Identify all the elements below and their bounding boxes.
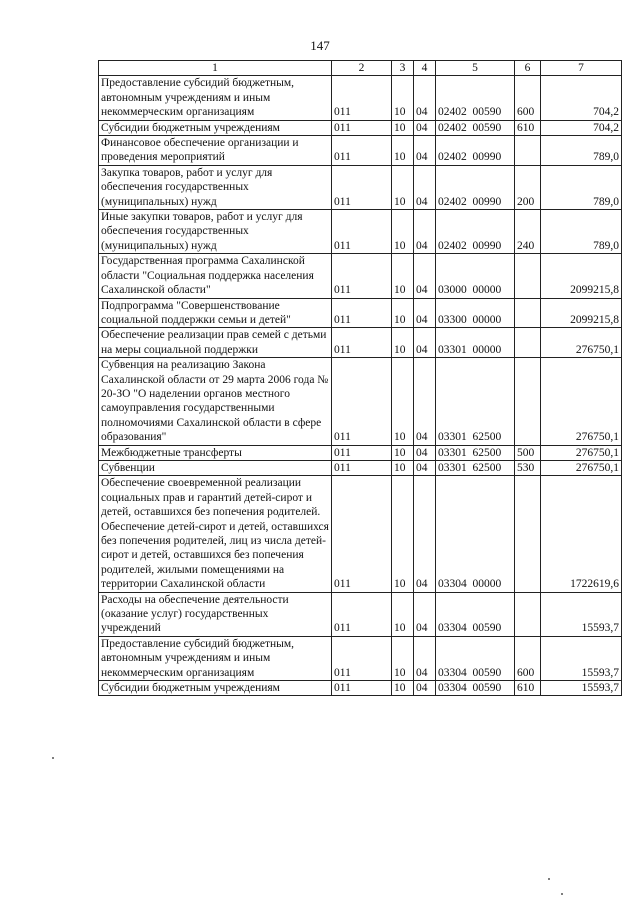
cell-target-article: 03301 00000: [436, 328, 515, 358]
cell-amount: 2099215,8: [541, 254, 622, 298]
cell-expense-type: 500: [515, 445, 541, 460]
cell-amount: 276750,1: [541, 445, 622, 460]
cell-name: Предоставление субсидий бюджетным, автономным учреждениям и иным некоммерческим организациям: [99, 76, 332, 120]
cell-ministry: 011: [332, 681, 392, 696]
cell-section: 10: [392, 210, 414, 254]
cell-name: Субсидии бюджетным учреждениям: [99, 681, 332, 696]
cell-ministry: 011: [332, 120, 392, 135]
cell-subsection: 04: [414, 445, 436, 460]
table-row: [99, 445, 622, 460]
scan-speck: [52, 757, 54, 759]
cell-amount: 15593,7: [541, 681, 622, 696]
cell-amount: 276750,1: [541, 328, 622, 358]
cell-target-article: 03301 62500: [436, 460, 515, 475]
cell-name: Субсидии бюджетным учреждениям: [99, 120, 332, 135]
cell-target-article: 02402 00990: [436, 165, 515, 209]
cell-ministry: 011: [332, 165, 392, 209]
cell-section: 10: [392, 136, 414, 166]
cell-section: 10: [392, 120, 414, 135]
table-row: [99, 165, 622, 209]
cell-name: Субвенции: [99, 460, 332, 475]
cell-subsection: 04: [414, 328, 436, 358]
header-col-7: 7: [541, 61, 622, 76]
cell-target-article: 03304 00590: [436, 681, 515, 696]
cell-amount: 2099215,8: [541, 298, 622, 328]
cell-subsection: 04: [414, 476, 436, 592]
cell-section: 10: [392, 460, 414, 475]
budget-table: [98, 60, 622, 696]
cell-subsection: 04: [414, 76, 436, 120]
cell-amount: 704,2: [541, 120, 622, 135]
cell-expense-type: [515, 298, 541, 328]
table-row: [99, 120, 622, 135]
table-row: [99, 298, 622, 328]
cell-section: 10: [392, 328, 414, 358]
cell-target-article: 02402 00990: [436, 210, 515, 254]
cell-subsection: 04: [414, 460, 436, 475]
cell-name: Обеспечение своевременной реализации социальных прав и гарантий детей-сирот и детей, оставшихся без попечения родителей. Обеспечение детей-сирот и детей, оставшихся без попечения родителей, лиц из числа детей-сирот и детей, оставшихся без попечения родителей, жилыми помещениями на территории Сахалинской области: [99, 476, 332, 592]
cell-subsection: 04: [414, 636, 436, 680]
cell-target-article: 03301 62500: [436, 358, 515, 445]
cell-subsection: 04: [414, 120, 436, 135]
table-row: [99, 460, 622, 475]
cell-ministry: 011: [332, 298, 392, 328]
table-row: [99, 76, 622, 120]
table-row: [99, 592, 622, 636]
cell-ministry: 011: [332, 476, 392, 592]
cell-expense-type: 610: [515, 120, 541, 135]
header-col-6: 6: [515, 61, 541, 76]
cell-subsection: 04: [414, 681, 436, 696]
header-col-5: 5: [436, 61, 515, 76]
table-row: [99, 358, 622, 445]
cell-target-article: 03304 00000: [436, 476, 515, 592]
cell-subsection: 04: [414, 298, 436, 328]
cell-ministry: 011: [332, 592, 392, 636]
cell-ministry: 011: [332, 136, 392, 166]
cell-expense-type: [515, 328, 541, 358]
cell-target-article: 03000 00000: [436, 254, 515, 298]
cell-target-article: 02402 00590: [436, 120, 515, 135]
cell-ministry: 011: [332, 445, 392, 460]
cell-name: Обеспечение реализации прав семей с детьми на меры социальной поддержки: [99, 328, 332, 358]
cell-expense-type: [515, 592, 541, 636]
table-row: [99, 636, 622, 680]
cell-name: Субвенция на реализацию Закона Сахалинской области от 29 марта 2006 года № 20-ЗО "О наделении органов местного самоуправления государственными полномочиями Сахалинской области в сфере образования": [99, 358, 332, 445]
cell-expense-type: [515, 358, 541, 445]
cell-ministry: 011: [332, 460, 392, 475]
scan-speck: [548, 878, 550, 880]
cell-section: 10: [392, 358, 414, 445]
header-col-3: 3: [392, 61, 414, 76]
header-col-4: 4: [414, 61, 436, 76]
cell-expense-type: 610: [515, 681, 541, 696]
cell-expense-type: 530: [515, 460, 541, 475]
cell-subsection: 04: [414, 254, 436, 298]
table-row: [99, 476, 622, 592]
cell-amount: 1722619,6: [541, 476, 622, 592]
cell-target-article: 03304 00590: [436, 592, 515, 636]
cell-expense-type: [515, 136, 541, 166]
cell-expense-type: 600: [515, 76, 541, 120]
cell-name: Расходы на обеспечение деятельности (оказание услуг) государственных учреждений: [99, 592, 332, 636]
cell-section: 10: [392, 476, 414, 592]
cell-subsection: 04: [414, 165, 436, 209]
cell-ministry: 011: [332, 210, 392, 254]
cell-amount: 789,0: [541, 165, 622, 209]
cell-amount: 789,0: [541, 136, 622, 166]
cell-amount: 276750,1: [541, 460, 622, 475]
cell-section: 10: [392, 636, 414, 680]
cell-target-article: 02402 00590: [436, 76, 515, 120]
scan-speck: [561, 893, 563, 895]
header-row: [99, 61, 622, 76]
cell-section: 10: [392, 165, 414, 209]
cell-ministry: 011: [332, 358, 392, 445]
table-body: [99, 76, 622, 696]
cell-name: Закупка товаров, работ и услуг для обеспечения государственных (муниципальных) нужд: [99, 165, 332, 209]
cell-expense-type: 240: [515, 210, 541, 254]
cell-ministry: 011: [332, 76, 392, 120]
cell-name: Предоставление субсидий бюджетным, автономным учреждениям и иным некоммерческим организациям: [99, 636, 332, 680]
cell-expense-type: [515, 254, 541, 298]
cell-target-article: 03300 00000: [436, 298, 515, 328]
cell-section: 10: [392, 681, 414, 696]
table-row: [99, 136, 622, 166]
cell-subsection: 04: [414, 358, 436, 445]
header-col-2: 2: [332, 61, 392, 76]
cell-expense-type: 600: [515, 636, 541, 680]
cell-amount: 15593,7: [541, 636, 622, 680]
cell-section: 10: [392, 76, 414, 120]
page-number: 147: [310, 38, 330, 53]
cell-name: Иные закупки товаров, работ и услуг для обеспечения государственных (муниципальных) нужд: [99, 210, 332, 254]
cell-ministry: 011: [332, 254, 392, 298]
table-row: [99, 254, 622, 298]
cell-ministry: 011: [332, 328, 392, 358]
cell-name: Государственная программа Сахалинской области "Социальная поддержка населения Сахалинской области": [99, 254, 332, 298]
cell-amount: 704,2: [541, 76, 622, 120]
table-row: [99, 210, 622, 254]
cell-amount: 15593,7: [541, 592, 622, 636]
cell-target-article: 03304 00590: [436, 636, 515, 680]
cell-section: 10: [392, 592, 414, 636]
cell-amount: 276750,1: [541, 358, 622, 445]
cell-name: Подпрограмма "Совершенствование социальной поддержки семьи и детей": [99, 298, 332, 328]
cell-target-article: 03301 62500: [436, 445, 515, 460]
cell-subsection: 04: [414, 210, 436, 254]
cell-section: 10: [392, 298, 414, 328]
table-row: [99, 328, 622, 358]
cell-expense-type: [515, 476, 541, 592]
cell-section: 10: [392, 254, 414, 298]
cell-section: 10: [392, 445, 414, 460]
cell-name: Финансовое обеспечение организации и проведения мероприятий: [99, 136, 332, 166]
cell-expense-type: 200: [515, 165, 541, 209]
cell-target-article: 02402 00990: [436, 136, 515, 166]
cell-amount: 789,0: [541, 210, 622, 254]
cell-subsection: 04: [414, 592, 436, 636]
cell-subsection: 04: [414, 136, 436, 166]
cell-ministry: 011: [332, 636, 392, 680]
header-col-1: 1: [99, 61, 332, 76]
cell-name: Межбюджетные трансферты: [99, 445, 332, 460]
table-row: [99, 681, 622, 696]
